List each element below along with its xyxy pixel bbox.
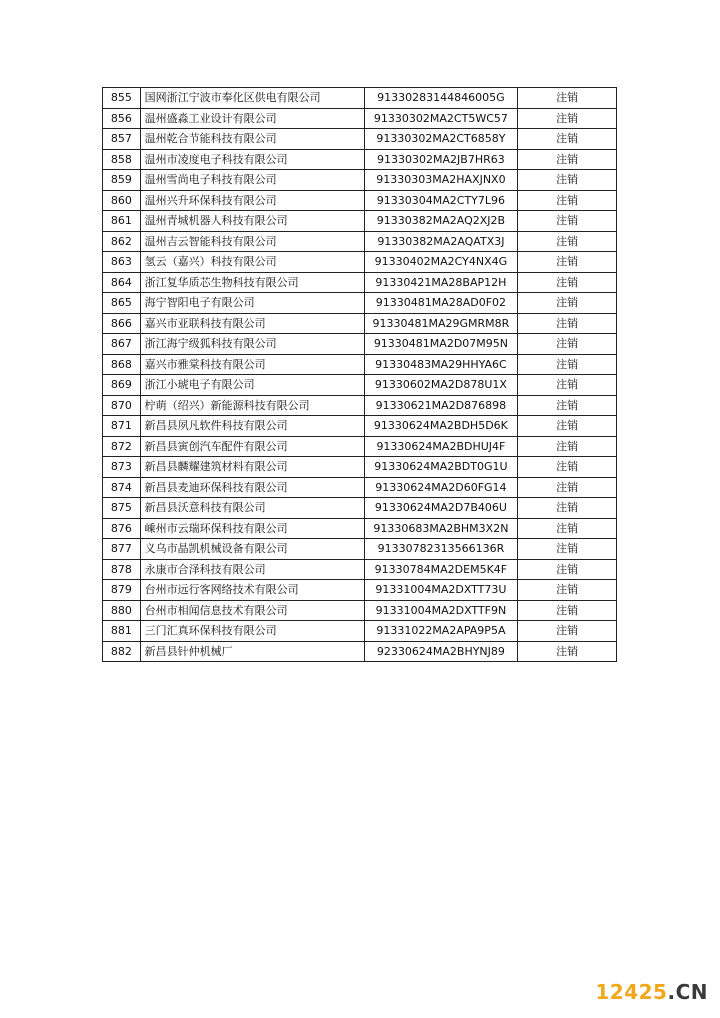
company-name-cell: 氢云（嘉兴）科技有限公司: [140, 252, 364, 273]
status-cell: 注销: [518, 600, 617, 621]
status-cell: 注销: [518, 231, 617, 252]
company-name-cell: 嘉兴市雅棠科技有限公司: [140, 354, 364, 375]
row-number-cell: 866: [103, 313, 141, 334]
status-cell: 注销: [518, 334, 617, 355]
row-number-cell: 881: [103, 621, 141, 642]
company-name-cell: 温州兴升环保科技有限公司: [140, 190, 364, 211]
row-number-cell: 882: [103, 641, 141, 662]
status-cell: 注销: [518, 580, 617, 601]
status-cell: 注销: [518, 436, 617, 457]
row-number-cell: 868: [103, 354, 141, 375]
status-cell: 注销: [518, 190, 617, 211]
table-row: [103, 170, 617, 191]
row-number-cell: 871: [103, 416, 141, 437]
company-name-cell: 柠萌（绍兴）新能源科技有限公司: [140, 395, 364, 416]
status-cell: 注销: [518, 477, 617, 498]
row-number-cell: 857: [103, 129, 141, 150]
status-cell: 注销: [518, 559, 617, 580]
credit-code-cell: 91331022MA2APA9P5A: [364, 621, 518, 642]
table-row: [103, 231, 617, 252]
table-row: [103, 108, 617, 129]
row-number-cell: 858: [103, 149, 141, 170]
credit-code-cell: 91330624MA2BDH5D6K: [364, 416, 518, 437]
table-row: [103, 436, 617, 457]
row-number-cell: 855: [103, 88, 141, 109]
credit-code-cell: 91330382MA2AQATX3J: [364, 231, 518, 252]
table-row: [103, 375, 617, 396]
watermark-domain: .CN: [667, 980, 708, 1004]
credit-code-cell: 91330621MA2D876898: [364, 395, 518, 416]
company-name-cell: 温州乾合节能科技有限公司: [140, 129, 364, 150]
credit-code-cell: 91330304MA2CTY7L96: [364, 190, 518, 211]
credit-code-cell: 91330784MA2DEM5K4F: [364, 559, 518, 580]
table-row: [103, 641, 617, 662]
status-cell: 注销: [518, 539, 617, 560]
row-number-cell: 873: [103, 457, 141, 478]
status-cell: 注销: [518, 170, 617, 191]
status-cell: 注销: [518, 211, 617, 232]
company-name-cell: 三门汇真环保科技有限公司: [140, 621, 364, 642]
credit-code-cell: 91330302MA2CT6858Y: [364, 129, 518, 150]
credit-code-cell: 91330303MA2HAXJNX0: [364, 170, 518, 191]
company-name-cell: 新昌县寅创汽车配件有限公司: [140, 436, 364, 457]
company-name-cell: 温州盛淼工业设计有限公司: [140, 108, 364, 129]
table-row: [103, 539, 617, 560]
site-watermark-logo: [595, 980, 708, 1004]
company-deregistration-table: [102, 87, 617, 662]
row-number-cell: 863: [103, 252, 141, 273]
table-body: [103, 88, 617, 662]
table-row: [103, 600, 617, 621]
row-number-cell: 859: [103, 170, 141, 191]
status-cell: 注销: [518, 416, 617, 437]
company-name-cell: 温州雪尚电子科技有限公司: [140, 170, 364, 191]
credit-code-cell: 91330624MA2BDHUJ4F: [364, 436, 518, 457]
credit-code-cell: 91330624MA2D60FG14: [364, 477, 518, 498]
table-row: [103, 477, 617, 498]
status-cell: 注销: [518, 621, 617, 642]
status-cell: 注销: [518, 88, 617, 109]
credit-code-cell: 91330602MA2D878U1X: [364, 375, 518, 396]
credit-code-cell: 91330302MA2CT5WC57: [364, 108, 518, 129]
row-number-cell: 865: [103, 293, 141, 314]
row-number-cell: 879: [103, 580, 141, 601]
row-number-cell: 867: [103, 334, 141, 355]
table-row: [103, 621, 617, 642]
company-name-cell: 温州吉云智能科技有限公司: [140, 231, 364, 252]
status-cell: 注销: [518, 149, 617, 170]
status-cell: 注销: [518, 457, 617, 478]
status-cell: 注销: [518, 375, 617, 396]
credit-code-cell: 91330483MA29HHYA6C: [364, 354, 518, 375]
credit-code-cell: 91330782313566136R: [364, 539, 518, 560]
table-row: [103, 293, 617, 314]
credit-code-cell: 91331004MA2DXTTF9N: [364, 600, 518, 621]
status-cell: 注销: [518, 354, 617, 375]
credit-code-cell: 91331004MA2DXTT73U: [364, 580, 518, 601]
row-number-cell: 862: [103, 231, 141, 252]
company-name-cell: 国网浙江宁波市奉化区供电有限公司: [140, 88, 364, 109]
table-row: [103, 272, 617, 293]
company-name-cell: 温州青城机器人科技有限公司: [140, 211, 364, 232]
row-number-cell: 861: [103, 211, 141, 232]
credit-code-cell: 91330481MA29GMRM8R: [364, 313, 518, 334]
row-number-cell: 876: [103, 518, 141, 539]
table-row: [103, 252, 617, 273]
company-name-cell: 台州市相闻信息技术有限公司: [140, 600, 364, 621]
watermark-number: 12425: [595, 980, 668, 1004]
status-cell: 注销: [518, 272, 617, 293]
table-row: [103, 518, 617, 539]
status-cell: 注销: [518, 252, 617, 273]
row-number-cell: 874: [103, 477, 141, 498]
status-cell: 注销: [518, 108, 617, 129]
credit-code-cell: 91330624MA2BDT0G1U: [364, 457, 518, 478]
credit-code-cell: 91330402MA2CY4NX4G: [364, 252, 518, 273]
company-name-cell: 浙江小琥电子有限公司: [140, 375, 364, 396]
company-name-cell: 温州市凌度电子科技有限公司: [140, 149, 364, 170]
credit-code-cell: 91330624MA2D7B406U: [364, 498, 518, 519]
table-row: [103, 334, 617, 355]
company-name-cell: 嘉兴市亚联科技有限公司: [140, 313, 364, 334]
company-name-cell: 新昌县针仲机械厂: [140, 641, 364, 662]
status-cell: 注销: [518, 395, 617, 416]
row-number-cell: 864: [103, 272, 141, 293]
row-number-cell: 875: [103, 498, 141, 519]
table-row: [103, 313, 617, 334]
company-name-cell: 海宁智阳电子有限公司: [140, 293, 364, 314]
row-number-cell: 869: [103, 375, 141, 396]
row-number-cell: 878: [103, 559, 141, 580]
credit-code-cell: 91330421MA28BAP12H: [364, 272, 518, 293]
company-name-cell: 义乌市晶凯机械设备有限公司: [140, 539, 364, 560]
credit-code-cell: 91330481MA28AD0F02: [364, 293, 518, 314]
credit-code-cell: 91330283144846005G: [364, 88, 518, 109]
table-row: [103, 190, 617, 211]
company-name-cell: 新昌县沃意科技有限公司: [140, 498, 364, 519]
table-row: [103, 149, 617, 170]
company-name-cell: 嵊州市云瑞环保科技有限公司: [140, 518, 364, 539]
company-name-cell: 永康市合泽科技有限公司: [140, 559, 364, 580]
status-cell: 注销: [518, 518, 617, 539]
row-number-cell: 880: [103, 600, 141, 621]
table-row: [103, 580, 617, 601]
credit-code-cell: 91330481MA2D07M95N: [364, 334, 518, 355]
table-row: [103, 416, 617, 437]
company-name-cell: 浙江复华质芯生物科技有限公司: [140, 272, 364, 293]
row-number-cell: 872: [103, 436, 141, 457]
status-cell: 注销: [518, 498, 617, 519]
status-cell: 注销: [518, 641, 617, 662]
company-name-cell: 台州市远行客网络技术有限公司: [140, 580, 364, 601]
credit-code-cell: 91330302MA2JB7HR63: [364, 149, 518, 170]
status-cell: 注销: [518, 293, 617, 314]
credit-code-cell: 91330382MA2AQ2XJ2B: [364, 211, 518, 232]
credit-code-cell: 91330683MA2BHM3X2N: [364, 518, 518, 539]
status-cell: 注销: [518, 313, 617, 334]
company-name-cell: 浙江海宁级狐科技有限公司: [140, 334, 364, 355]
table-row: [103, 498, 617, 519]
credit-code-cell: 92330624MA2BHYNJ89: [364, 641, 518, 662]
company-name-cell: 新昌县麦迪环保科技有限公司: [140, 477, 364, 498]
row-number-cell: 860: [103, 190, 141, 211]
table-row: [103, 211, 617, 232]
row-number-cell: 870: [103, 395, 141, 416]
table-row: [103, 88, 617, 109]
table-row: [103, 395, 617, 416]
table-row: [103, 129, 617, 150]
status-cell: 注销: [518, 129, 617, 150]
table-row: [103, 457, 617, 478]
company-name-cell: 新昌县麟耀建筑材料有限公司: [140, 457, 364, 478]
company-name-cell: 新昌县夙凡软件科技有限公司: [140, 416, 364, 437]
row-number-cell: 856: [103, 108, 141, 129]
row-number-cell: 877: [103, 539, 141, 560]
table-row: [103, 354, 617, 375]
table-row: [103, 559, 617, 580]
